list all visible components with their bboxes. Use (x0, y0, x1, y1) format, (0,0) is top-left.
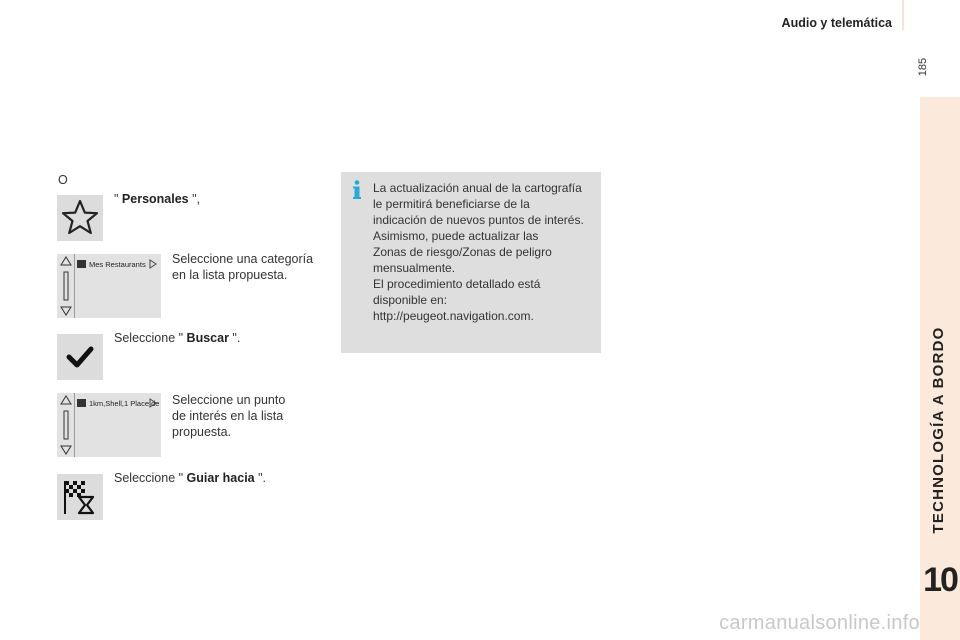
info-text (373, 180, 599, 324)
category-list-screen (57, 254, 161, 318)
personales-bold: Personales (121, 192, 189, 206)
personales-instruction (114, 191, 200, 207)
personales-prefix: " (114, 192, 122, 206)
poi-row (77, 397, 159, 411)
play-arrow-icon (149, 398, 157, 408)
poi-list-screen (57, 393, 161, 457)
select-poi-line1: Seleccione un punto (172, 393, 286, 407)
checkered-flag-icon (57, 474, 103, 520)
checkmark-icon (57, 334, 103, 380)
select-category-line2: en la lista propuesta. (172, 268, 288, 282)
guiar-instruction (114, 470, 266, 486)
buscar-bold: Buscar (186, 331, 229, 345)
guiar-bold: Guiar hacia (186, 471, 255, 485)
select-category-line1: Seleccione una categoría (172, 252, 314, 266)
buscar-icon-box (57, 334, 103, 380)
select-poi-line2: de interés en la lista (172, 409, 284, 423)
screen-divider (74, 254, 75, 318)
chapter-number: 10 (923, 561, 957, 599)
screen-divider (74, 393, 75, 457)
buscar-instruction (114, 330, 240, 346)
category-row (77, 258, 146, 272)
edit-icon (77, 260, 86, 268)
info-line: La actualización anual de la cartografía (373, 181, 582, 195)
info-line: disponible en: (373, 293, 448, 307)
info-line: indicación de nuevos puntos de interés. (373, 213, 584, 227)
buscar-prefix: Seleccione " (114, 331, 187, 345)
buscar-suffix: ". (228, 331, 241, 345)
poi-row-label: 1km,Shell,1 Place de (89, 399, 160, 408)
poi-marker-icon (77, 399, 86, 407)
page-number: 185 (917, 57, 929, 77)
info-line: mensualmente. (373, 261, 456, 275)
personales-suffix: ", (188, 192, 201, 206)
select-category-instruction (172, 251, 313, 283)
info-line: le permitirá beneficiarse de la (373, 197, 530, 211)
list-scroll-icon (59, 395, 73, 455)
info-line: Zonas de riesgo/Zonas de peligro (373, 245, 552, 259)
header-divider (902, 0, 904, 30)
select-poi-instruction (172, 392, 285, 440)
info-link: http://peugeot.navigation.com. (373, 309, 534, 323)
or-label: O (58, 173, 68, 187)
category-row-label: Mes Restaurants (89, 260, 146, 269)
info-line: Asimismo, puede actualizar las (373, 229, 539, 243)
list-scroll-icon (59, 256, 73, 316)
star-outline-icon (57, 195, 103, 241)
play-arrow-icon (149, 259, 157, 269)
guiar-icon-box (57, 474, 103, 520)
personales-icon-box (57, 195, 103, 241)
select-poi-line3: propuesta. (172, 425, 232, 439)
guiar-prefix: Seleccione " (114, 471, 187, 485)
info-line: El procedimiento detallado está (373, 277, 541, 291)
chapter-title: TECHNOLOGÍA A BORDO (930, 326, 947, 534)
guiar-suffix: ". (254, 471, 267, 485)
watermark-text: carmanualsonline.info (719, 612, 920, 634)
running-header-title: Audio y telemática (781, 16, 892, 30)
info-icon (352, 180, 362, 200)
